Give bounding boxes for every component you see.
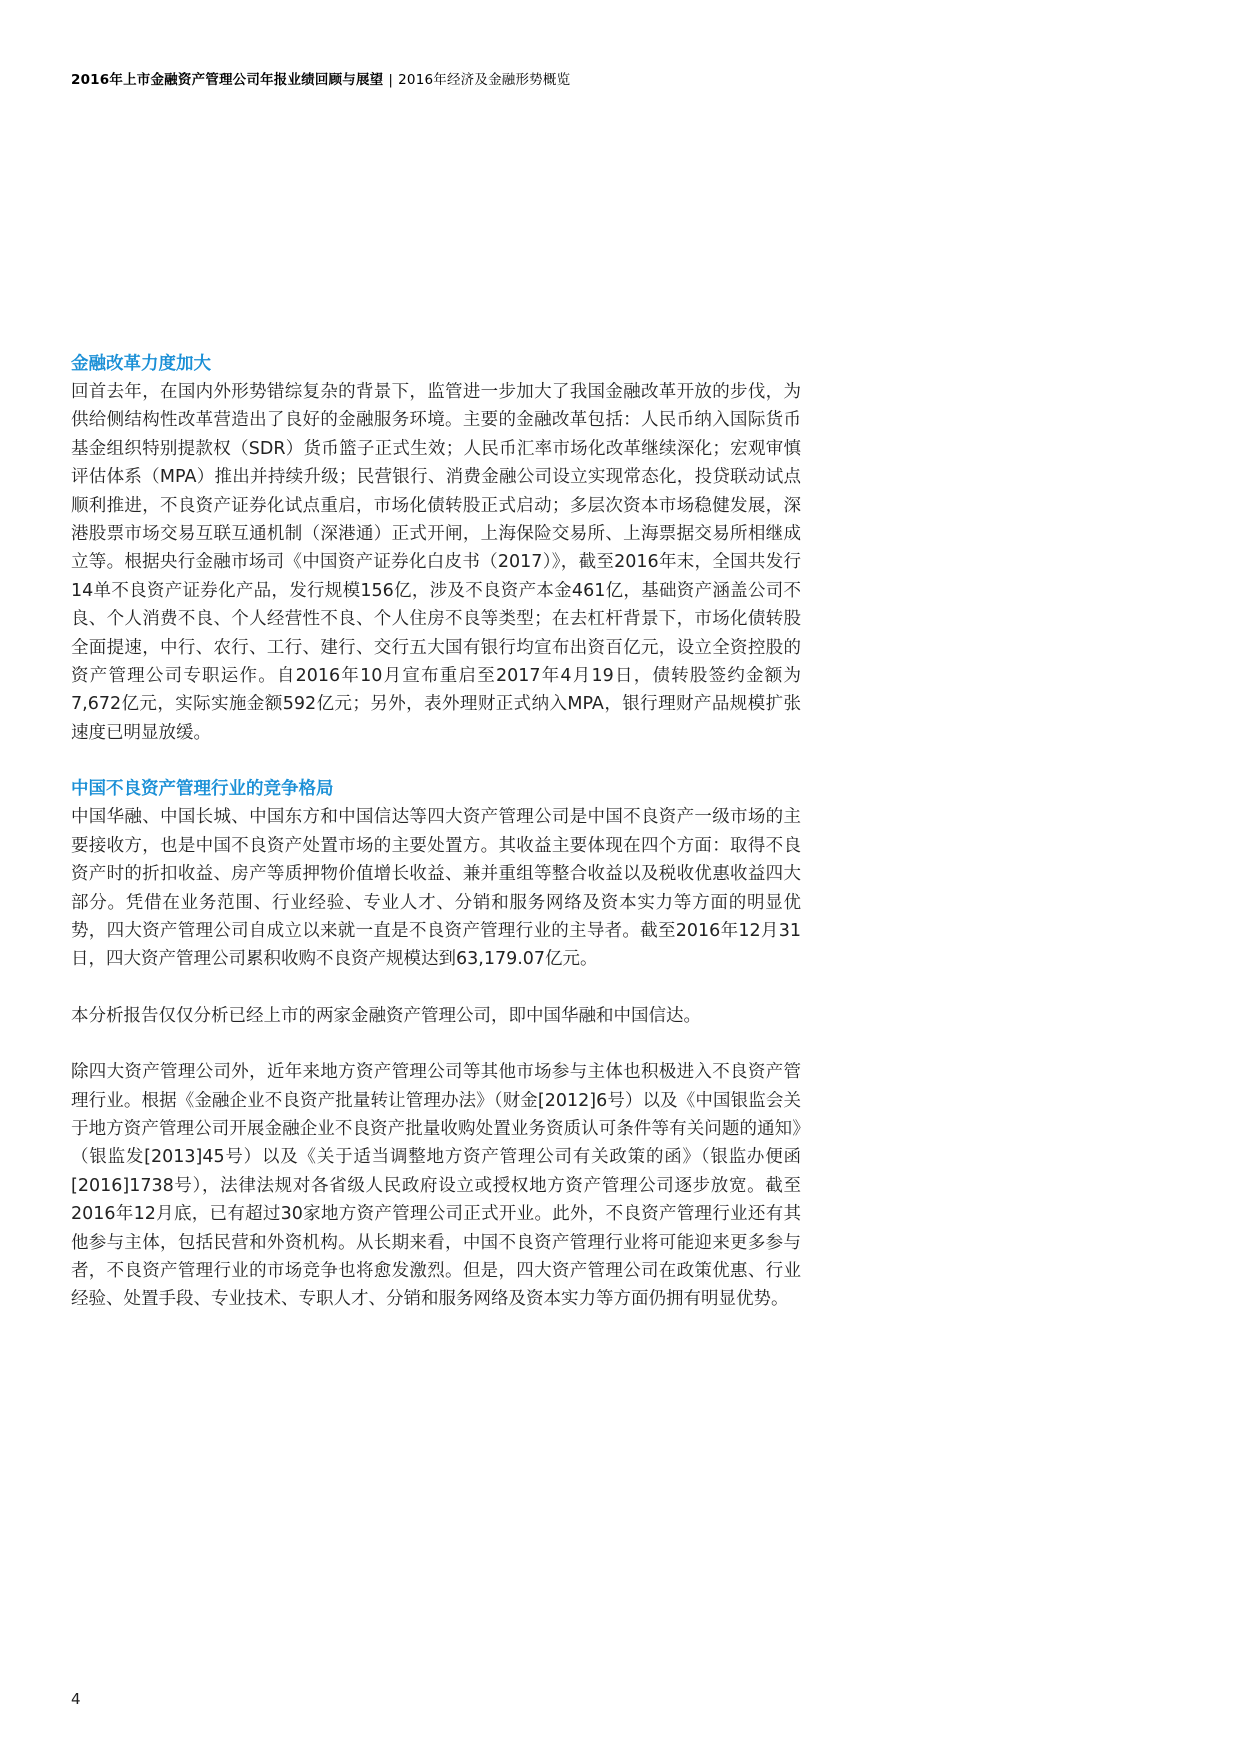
header-section-name: 2016年经济及金融形势概览 <box>398 72 571 88</box>
paragraph-local-amcs: 除四大资产管理公司外，近年来地方资产管理公司等其他市场参与主体也积极进入不良资产管理行业。根据《金融企业不良资产批量转让管理办法》（财金[2012]6号）以及《中国银监会关于地方资产管理公司开展金融企业不良资产批量收购处置业务资质认可条件等有关问题的通知》（银监发[2013]45号）以及《关于适当调整地方资产管理公司有关政策的函》（银监办便函[2016]1738号），法律法规对各省级人民政府设立或授权地方资产管理公司逐步放宽。截至2016年12月底，已有超过30家地方资产管理公司正式开业。此外，不良资产管理行业还有其他参与主体，包括民营和外资机构。从长期来看，中国不良资产管理行业将可能迎来更多参与者，不良资产管理行业的市场竞争也将愈发激烈。但是，四大资产管理公司在政策优惠、行业经验、处置手段、专业技术、专职人才、分销和服务网络及资本实力等方面仍拥有明显优势。 <box>71 1062 801 1310</box>
header-report-title: 2016年上市金融资产管理公司年报业绩回顾与展望 <box>71 72 384 88</box>
paragraph-spacer <box>71 1030 801 1058</box>
paragraph-big-four-amcs: 中国华融、中国长城、中国东方和中国信达等四大资产管理公司是中国不良资产一级市场的主要接收方，也是中国不良资产处置市场的主要处置方。其收益主要体现在四个方面：取得不良资产时的折扣收益、房产等质押物价值增长收益、兼并重组等整合收益以及税收优惠收益四大部分。凭借在业务范围、行业经验、专业人才、分销和服务网络及资本实力等方面的明显优势，四大资产管理公司自成立以来就一直是不良资产管理行业的主导者。截至2016年12月31日，四大资产管理公司累积收购不良资产规模达到63,179.07亿元。 <box>71 807 801 970</box>
section-title-competition-landscape: 中国不良资产管理行业的竞争格局 <box>71 779 334 800</box>
main-content <box>71 350 801 1314</box>
paragraph-spacer <box>71 974 801 1002</box>
section-title-financial-reform: 金融改革力度加大 <box>71 354 211 374</box>
header-separator: | <box>388 72 394 88</box>
page-number: 4 <box>71 1690 81 1708</box>
section-spacer <box>71 747 801 775</box>
paragraph-financial-reform: 回首去年，在国内外形势错综复杂的背景下，监管进一步加大了我国金融改革开放的步伐，为供给侧结构性改革营造出了良好的金融服务环境。主要的金融改革包括：人民币纳入国际货币基金组织特别提款权（SDR）货币篮子正式生效；人民币汇率市场化改革继续深化；宏观审慎评估体系（MPA）推出并持续升级；民营银行、消费金融公司设立实现常态化，投贷联动试点顺利推进，不良资产证券化试点重启，市场化债转股正式启动；多层次资本市场稳健发展，深港股票市场交易互联互通机制（深港通）正式开闸，上海保险交易所、上海票据交易所相继成立等。根据央行金融市场司《中国资产证券化白皮书（2017）》，截至2016年末，全国共发行14单不良资产证券化产品，发行规模156亿，涉及不良资产本金461亿，基础资产涵盖公司不良、个人消费不良、个人经营性不良、个人住房不良等类型；在去杠杆背景下，市场化债转股全面提速，中行、农行、工行、建行、交行五大国有银行均宣布出资百亿元，设立全资控股的资产管理公司专职运作。自2016年10月宣布重启至2017年4月19日，债转股签约金额为7,672亿元，实际实施金额592亿元；另外，表外理财正式纳入MPA，银行理财产品规模扩张速度已明显放缓。 <box>71 382 801 743</box>
running-header <box>71 68 570 88</box>
paragraph-report-scope: 本分析报告仅仅分析已经上市的两家金融资产管理公司，即中国华融和中国信达。 <box>71 1005 701 1026</box>
